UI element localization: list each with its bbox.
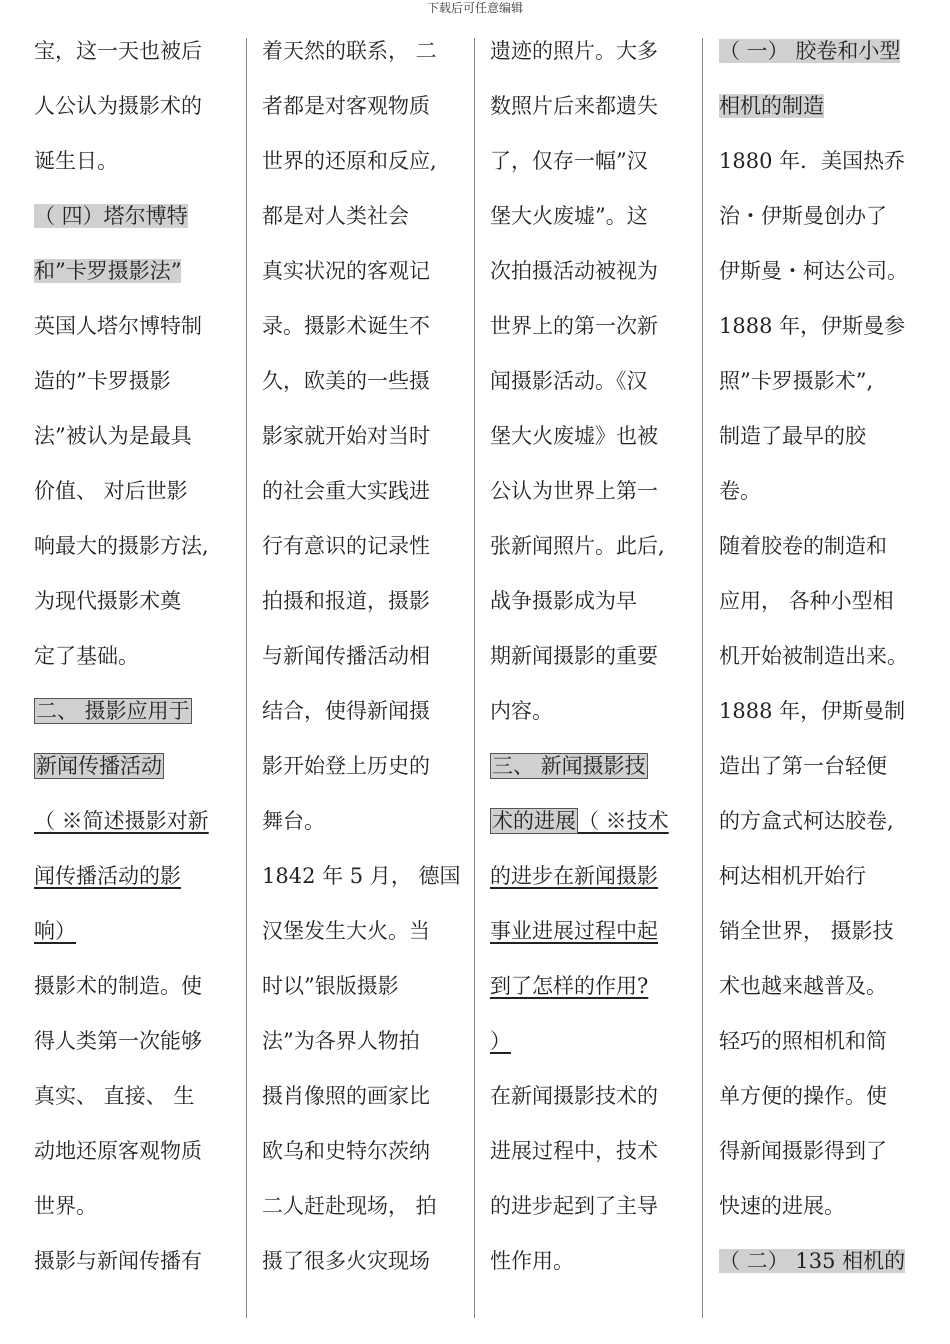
text-line: [262, 629, 477, 684]
text-line: [34, 1179, 249, 1234]
text-line: [34, 1234, 249, 1289]
text-line: [490, 574, 705, 629]
section-heading: 相机的制造: [719, 94, 824, 118]
text-line: [719, 409, 944, 464]
text-line: [490, 1069, 705, 1124]
text-column-3: [490, 24, 705, 1324]
body-text: 销全世界， 摄影技: [719, 919, 894, 943]
text-line: [719, 849, 944, 904]
body-text: 进展过程中，技术: [490, 1139, 658, 1163]
text-line: [719, 519, 944, 574]
text-line: [719, 464, 944, 519]
body-text: 柯达相机开始行: [719, 864, 866, 888]
text-column-2: [262, 24, 477, 1324]
text-line: [490, 1014, 705, 1069]
body-text: 舞台。: [262, 809, 325, 833]
question-text: 响）: [34, 919, 76, 943]
section-heading: （ 一） 胶卷和小型: [719, 39, 901, 63]
body-text: 结合，使得新闻摄: [262, 699, 430, 723]
text-line: [34, 739, 249, 794]
section-heading: （ 四）塔尔博特: [34, 204, 188, 228]
text-line: [34, 79, 249, 134]
text-line: [34, 24, 249, 79]
text-line: [490, 739, 705, 794]
text-line: [490, 904, 705, 959]
question-text: ）: [490, 1029, 511, 1053]
body-text: 术也越来越普及。: [719, 974, 887, 998]
text-line: [262, 189, 477, 244]
column-divider: [702, 38, 703, 1318]
section-heading: 和”卡罗摄影法”: [34, 259, 182, 283]
body-text: 机开始被制造出来。: [719, 644, 908, 668]
body-text: 世界上的第一次新: [490, 314, 658, 338]
column-divider: [246, 38, 247, 1318]
body-text: 的进步起到了主导: [490, 1194, 658, 1218]
text-line: [34, 1124, 249, 1179]
body-text: 的社会重大实践进: [262, 479, 430, 503]
body-text: 单方便的操作。使: [719, 1084, 887, 1108]
text-line: [262, 684, 477, 739]
body-text: 得人类第一次能够: [34, 1029, 202, 1053]
body-text: 久，欧美的一些摄: [262, 369, 430, 393]
body-text: 行有意识的记录性: [262, 534, 430, 558]
question-text: （ ※技术: [578, 809, 669, 833]
text-line: [719, 904, 944, 959]
text-line: [262, 959, 477, 1014]
text-line: [34, 409, 249, 464]
text-line: [34, 134, 249, 189]
body-text: 公认为世界上第一: [490, 479, 658, 503]
text-line: [262, 849, 477, 904]
text-line: [719, 794, 944, 849]
text-line: [490, 684, 705, 739]
body-text: 应用， 各种小型相: [719, 589, 894, 613]
text-line: [490, 1234, 705, 1289]
text-line: [262, 79, 477, 134]
body-text: 影开始登上历史的: [262, 754, 430, 778]
text-line: [490, 1179, 705, 1234]
text-line: [34, 464, 249, 519]
question-text: 闻传播活动的影: [34, 864, 181, 888]
text-column-1: [34, 24, 249, 1324]
section-heading: 三、 新闻摄影技: [492, 754, 646, 778]
body-text: 轻巧的照相机和简: [719, 1029, 887, 1053]
text-line: [490, 519, 705, 574]
text-line: [490, 849, 705, 904]
question-text: 事业进展过程中起: [490, 919, 658, 943]
text-line: [490, 354, 705, 409]
text-line: [262, 794, 477, 849]
text-line: [34, 904, 249, 959]
text-line: [262, 904, 477, 959]
text-line: [34, 574, 249, 629]
body-text: 摄影术的制造。使: [34, 974, 202, 998]
body-text: 摄影与新闻传播有: [34, 1249, 202, 1273]
text-line: [262, 464, 477, 519]
text-line: [719, 1234, 944, 1289]
text-line: [490, 244, 705, 299]
body-text: 1880 年．美国热乔: [719, 149, 906, 173]
text-line: [490, 134, 705, 189]
body-text: 的方盒式柯达胶卷,: [719, 809, 894, 833]
text-line: [719, 629, 944, 684]
body-text: 性作用。: [490, 1249, 574, 1273]
body-text: 诞生日。: [34, 149, 118, 173]
text-line: [719, 1014, 944, 1069]
text-line: [34, 1069, 249, 1124]
body-text: 影家就开始对当时: [262, 424, 430, 448]
body-text: 宝，这一天也被后: [34, 39, 202, 63]
text-line: [719, 1124, 944, 1179]
text-line: [262, 299, 477, 354]
body-text: 1842 年 5 月， 德国: [262, 864, 461, 888]
body-text: 价值、 对后世影: [34, 479, 188, 503]
body-text: 1888 年，伊斯曼参: [719, 314, 906, 338]
text-line: [34, 794, 249, 849]
text-line: [490, 794, 705, 849]
text-line: [719, 24, 944, 79]
body-text: 英国人塔尔博特制: [34, 314, 202, 338]
body-text: 动地还原客观物质: [34, 1139, 202, 1163]
text-line: [34, 354, 249, 409]
body-text: 定了基础。: [34, 644, 139, 668]
text-line: [262, 1069, 477, 1124]
body-text: 内容。: [490, 699, 553, 723]
text-line: [262, 739, 477, 794]
text-line: [262, 1014, 477, 1069]
text-line: [262, 354, 477, 409]
body-text: 摄肖像照的画家比: [262, 1084, 430, 1108]
question-text: 到了怎样的作用?: [490, 974, 649, 998]
text-line: [490, 79, 705, 134]
body-text: 得新闻摄影得到了: [719, 1139, 887, 1163]
body-text: 与新闻传播活动相: [262, 644, 430, 668]
text-line: [490, 1124, 705, 1179]
text-line: [719, 1069, 944, 1124]
text-line: [490, 629, 705, 684]
body-text: 了，仅存一幅”汉: [490, 149, 648, 173]
body-text: 都是对人类社会: [262, 204, 409, 228]
section-heading: 术的进展: [492, 809, 576, 833]
text-line: [719, 189, 944, 244]
text-line: [34, 684, 249, 739]
text-line: [490, 409, 705, 464]
section-heading: 二、 摄影应用于: [36, 699, 190, 723]
text-line: [262, 24, 477, 79]
body-text: 真实、 直接、 生: [34, 1084, 195, 1108]
body-text: 伊斯曼・柯达公司。: [719, 259, 908, 283]
body-text: 次拍摄活动被视为: [490, 259, 658, 283]
text-line: [34, 1014, 249, 1069]
body-text: 摄了很多火灾现场: [262, 1249, 430, 1273]
body-text: 制造了最早的胶: [719, 424, 866, 448]
text-line: [262, 409, 477, 464]
text-line: [34, 299, 249, 354]
body-text: 着天然的联系， 二: [262, 39, 437, 63]
body-text: 者都是对客观物质: [262, 94, 430, 118]
section-heading: （ 二） 135 相机的: [719, 1249, 906, 1273]
body-text: 遗迹的照片。大多: [490, 39, 658, 63]
text-line: [719, 354, 944, 409]
text-line: [490, 959, 705, 1014]
text-line: [34, 519, 249, 574]
body-text: 欧乌和史特尔茨纳: [262, 1139, 430, 1163]
text-line: [490, 464, 705, 519]
text-line: [262, 519, 477, 574]
text-line: [719, 739, 944, 794]
text-line: [719, 79, 944, 134]
text-line: [34, 189, 249, 244]
body-text: 造出了第一台轻便: [719, 754, 887, 778]
body-text: 造的”卡罗摄影: [34, 369, 171, 393]
question-text: 的进步在新闻摄影: [490, 864, 658, 888]
body-text: 快速的进展。: [719, 1194, 845, 1218]
body-text: 闻摄影活动。《汉: [490, 369, 648, 393]
text-line: [262, 574, 477, 629]
text-line: [490, 299, 705, 354]
body-text: 录。摄影术诞生不: [262, 314, 430, 338]
body-text: 为现代摄影术奠: [34, 589, 181, 613]
text-line: [34, 629, 249, 684]
text-line: [34, 959, 249, 1014]
body-text: 堡大火废墟》也被: [490, 424, 658, 448]
body-text: 汉堡发生大火。当: [262, 919, 430, 943]
text-line: [719, 1179, 944, 1234]
body-text: 世界。: [34, 1194, 97, 1218]
text-line: [719, 684, 944, 739]
text-line: [34, 849, 249, 904]
body-text: 数照片后来都遗失: [490, 94, 658, 118]
text-column-4: [719, 24, 944, 1324]
text-line: [262, 244, 477, 299]
text-line: [490, 24, 705, 79]
body-text: 堡大火废墟”。这: [490, 204, 648, 228]
text-line: [719, 574, 944, 629]
text-line: [719, 299, 944, 354]
body-text: 期新闻摄影的重要: [490, 644, 658, 668]
page-header: 下载后可任意编辑: [426, 1, 523, 15]
body-text: 法”为各界人物拍: [262, 1029, 420, 1053]
text-line: [262, 1179, 477, 1234]
body-text: 真实状况的客观记: [262, 259, 430, 283]
body-text: 法”被认为是最具: [34, 424, 192, 448]
body-text: 张新闻照片。此后,: [490, 534, 665, 558]
column-divider: [474, 38, 475, 1318]
body-text: 1888 年，伊斯曼制: [719, 699, 906, 723]
body-text: 治・伊斯曼创办了: [719, 204, 887, 228]
body-text: 响最大的摄影方法,: [34, 534, 209, 558]
text-line: [262, 1124, 477, 1179]
text-line: [719, 959, 944, 1014]
body-text: 在新闻摄影技术的: [490, 1084, 658, 1108]
text-line: [719, 244, 944, 299]
text-line: [262, 1234, 477, 1289]
body-text: 二人赶赴现场， 拍: [262, 1194, 437, 1218]
body-text: 照”卡罗摄影术”,: [719, 369, 874, 393]
text-line: [262, 134, 477, 189]
body-text: 随着胶卷的制造和: [719, 534, 887, 558]
body-text: 时以”银版摄影: [262, 974, 399, 998]
body-text: 卷。: [719, 479, 761, 503]
body-text: 世界的还原和反应,: [262, 149, 437, 173]
text-line: [490, 189, 705, 244]
section-heading: 新闻传播活动: [36, 754, 162, 778]
body-text: 战争摄影成为早: [490, 589, 637, 613]
body-text: 人公认为摄影术的: [34, 94, 202, 118]
text-line: [719, 134, 944, 189]
text-line: [34, 244, 249, 299]
question-text: （ ※简述摄影对新: [34, 809, 209, 833]
body-text: 拍摄和报道，摄影: [262, 589, 430, 613]
